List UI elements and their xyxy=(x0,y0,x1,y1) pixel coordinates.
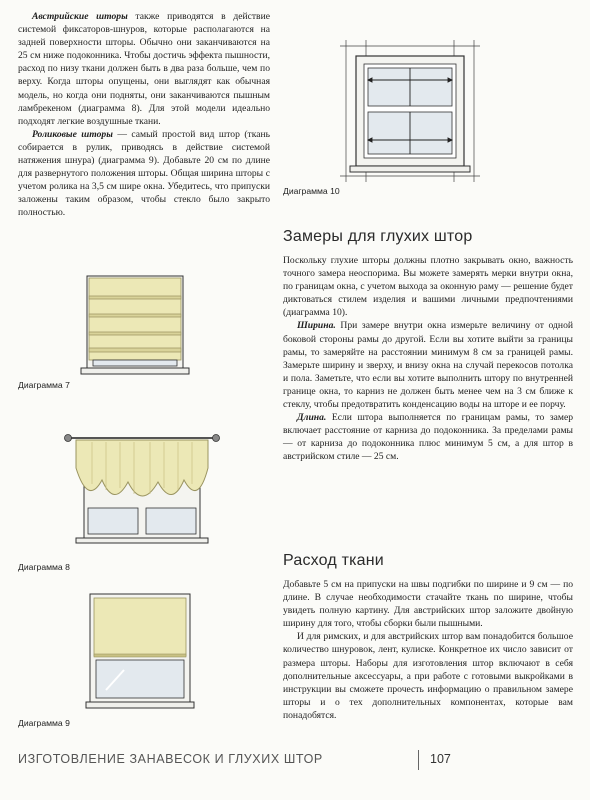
footer-chapter-title: ИЗГОТОВЛЕНИЕ ЗАНАВЕСОК И ГЛУХИХ ШТОР xyxy=(18,752,323,766)
austrian-blinds-text: также приводятся в действие системой фиксаторов-шнуров, которые располагаются на задней поверхности шторы. Обычно они заканчиваются на 25 см ниже подоконника. Чтобы достичь эффекта пышности, расход по низу ткани должен быть в два раза больше, чем по верху. Когда шторы опущены, они выглядят как обычная модель, но когда они подняты, они заканчиваются пышным ламбрекеном (диаграмма 8). Для этой модели идеально подходят легкие воздушные ткани. xyxy=(18,11,270,127)
diagram-8-austrian-blind xyxy=(62,428,222,548)
austrian-blinds-term: Австрийские шторы xyxy=(32,11,128,22)
diagram-9-roller-blind xyxy=(84,590,196,714)
width-text: При замере внутри окна измерьте величину от одной боковой стороны рамы до другой. Если вы хотите выйти за границы рамы, то замеряйте на расстоянии минимум 8 см за границей рамы. Замерьте ширину и зверху, и внизу окна на случай перекосов потолка и пола. Заметьте, что если вы хотите выполнить штору по внутренней границе окна, то карниз не должен быть менее чем на 3 см ближе к стеклу, чтобы предотвратить конденсацию воды на шторе и ее порчу. xyxy=(283,320,573,411)
width-paragraph xyxy=(283,319,573,411)
page-number: 107 xyxy=(430,752,451,766)
fabric-paragraph: Добавьте 5 см на припуски на швы подгибки по ширине и 9 см — по длине. В случае необходимости стачайте ткань по ширине, чтобы увидеть полную картину. Для австрийских штор заложите двойную ширину для того, чтобы сборки были пышными. xyxy=(283,579,573,630)
window-sill xyxy=(76,538,208,543)
diagram-8-caption: Диаграмма 8 xyxy=(18,562,70,572)
length-paragraph xyxy=(283,411,573,463)
diagram-9-caption: Диаграмма 9 xyxy=(18,718,70,728)
accessories-paragraph: И для римских, и для австрийских штор вам понадобится большое количество шнуровок, лент, кулиске. Конкретное их число зависит от размера шторы. Наборы для изготовления штор включают в себя дополнительные аксессуары, а при работе с готовыми выкройками в инструкции вы сможете прочесть информацию о правильном замере шторы и о тех дополнительных компонентах, которые вам понадобятся. xyxy=(283,631,573,721)
window-sill xyxy=(81,368,189,374)
roller-blinds-paragraph xyxy=(18,128,270,220)
window-sill xyxy=(350,166,470,172)
roller-blinds-term: Роликовые шторы xyxy=(32,128,113,140)
measurements-intro-paragraph: Поскольку глухие шторы должны плотно закрывать окно, важность точного замера неоспорима. Вы можете замерять мерки внутри окна, по границам окна, с учетом выхода за оконную раму — решение будет диктоваться стилем изделия и вашими личными предпочтениями (диаграмма 10). xyxy=(283,255,573,319)
diagram-7-caption: Диаграмма 7 xyxy=(18,380,70,390)
window-pane-right xyxy=(146,508,196,534)
section-heading-fabric: Расход ткани xyxy=(283,552,384,569)
diagram-10-measuring xyxy=(340,40,480,182)
right-column-top xyxy=(283,228,573,464)
austrian-blinds-paragraph xyxy=(18,10,270,128)
roller-blinds-text: — самый простой вид штор (ткань собирается в рулик, приводясь в действие системой натяжения шнура) (диаграмма 9). Добавьте 20 см по длине для развернутого положения шторы. Общая ширина шторы с учетом ролика на 3,5 см шире окна. Убедитесь, что припуски заложены таким образом, чтобы стекло было закрыто полностью. xyxy=(18,128,270,219)
page-footer xyxy=(0,750,590,774)
blind-bottom-bar xyxy=(94,654,186,657)
width-term: Ширина. xyxy=(297,320,336,332)
right-column-bottom xyxy=(283,552,573,722)
diagram-10-caption: Диаграмма 10 xyxy=(283,186,340,196)
window-pane-left xyxy=(88,508,138,534)
roller-blind-fabric xyxy=(94,598,186,656)
window-glass-bottom xyxy=(93,360,177,366)
window-glass xyxy=(96,660,184,698)
window-sill xyxy=(86,702,194,708)
left-column xyxy=(18,10,270,220)
rod-finial-right xyxy=(213,435,220,442)
rod-finial-left xyxy=(65,435,72,442)
footer-divider xyxy=(418,750,419,770)
length-term: Длина. xyxy=(297,412,327,424)
length-text: Если штора выполняется по границам рамы, то замер включает расстояние от карниза до подоконника. За пределами рамы — от карниза до подоконника плюс минимум 5 см, а для штор в австрийском стиле — 25 см. xyxy=(283,412,573,463)
section-heading-measurements: Замеры для глухих штор xyxy=(283,228,473,245)
diagram-7-roman-blind xyxy=(75,272,195,380)
